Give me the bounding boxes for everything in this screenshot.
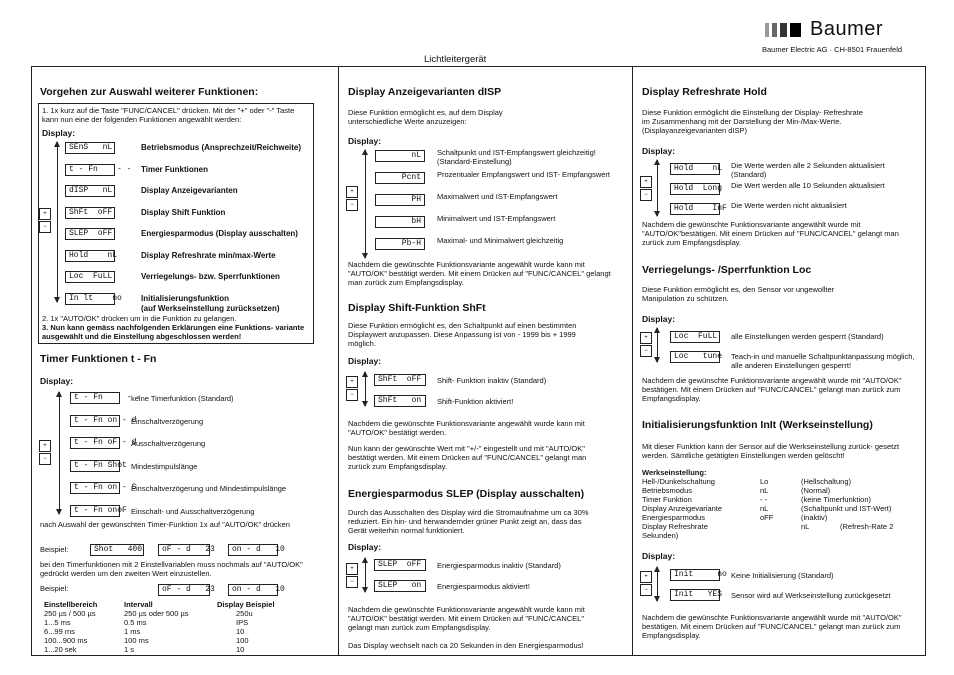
factory-cell: Display Refreshrate (642, 522, 708, 531)
selection-arrow (57, 142, 58, 302)
lcd-display: ShFt on (374, 395, 426, 407)
disp-minus-key-icon[interactable]: − (346, 199, 358, 211)
loc-heading: Verriegelungs- /Sperrfunktion Loc (642, 264, 812, 276)
example-lcd-ond: on - d 10 (228, 544, 278, 556)
init-display-label: Display: (642, 551, 676, 561)
brand-name: Baumer (810, 18, 884, 40)
table-header: Einstellbereich (44, 600, 98, 609)
shft-intro: Diese Funktion ermöglicht es, den Schaltpunkt auf einen bestimmten Displaywert anzupassen. Diese Anpassung ist von - 1999 bis + 1999 möglich. (348, 321, 577, 348)
factory-cell: oFF (760, 513, 774, 522)
lcd-display: nL (375, 150, 425, 162)
lcd-display: t - Fn on - S (70, 482, 120, 494)
loc-outro: Nachdem die gewünschte Funktionsvariante angewählt wurde mit "AUTO/OK" bestätigen. Mit einem Drücken auf "FUNC/CANCEL" gelangt man zurück zum Empfangsdisplay. (642, 376, 902, 403)
hold-heading: Display Refreshrate Hold (642, 86, 767, 98)
factory-cell: (Refresh-Rate 2 (840, 522, 894, 531)
factory-cell: Timer Funktion (642, 495, 692, 504)
example-lcd-shot: Shot 400 (90, 544, 144, 556)
factory-cell: (inaktiv) (801, 513, 828, 522)
slep-plus-key-icon[interactable]: + (346, 563, 358, 575)
option-description: Die Wert werden alle 10 Sekunden aktualisiert (731, 181, 885, 190)
shft-arrow (365, 372, 366, 406)
option-description: Schaltpunkt und IST-Empfangswert gleichzeitig! (Standard-Einstellung) (437, 148, 596, 166)
table-cell: 6...99 ms (44, 627, 75, 636)
factory-cell: Betriebsmodus (642, 486, 693, 495)
option-description: Maximalwert und IST-Empfangswert (437, 192, 558, 201)
table-cell: IPS (236, 618, 249, 627)
option-description: Display Shift Funktion (141, 207, 226, 217)
option-description: Ausschaltverzögerung (131, 439, 206, 448)
lcd-display: Loc FuLL (670, 331, 720, 343)
lcd-display: dISP nL (65, 185, 115, 197)
lcd-display: t - Fn onoF (70, 505, 120, 517)
lcd-display: Hold Long (670, 183, 720, 195)
loc-display-label: Display: (642, 314, 676, 324)
option-description: Einschaltverzögerung und Mindestimpulslänge (131, 484, 287, 493)
example-lcd-ofd: oF - d 23 (158, 544, 210, 556)
hold-outro: Nachdem die gewünschte Funktionsvariante angewählt wurde mit "AUTO/OK"bestätigen. Mit einem Drücken auf "FUNC/CANCEL" gelangt man zurück zum Empfangsdisplay. (642, 220, 899, 247)
lcd-display: t - Fn - - (70, 392, 120, 404)
lcd-display: Loc FuLL (65, 271, 115, 283)
option-description: Die Werte werden nicht aktualisiert (731, 201, 847, 210)
slep-minus-key-icon[interactable]: − (346, 576, 358, 588)
table-cell: 10 (236, 645, 245, 654)
factory-cell: Lo (760, 477, 769, 486)
init-minus-key-icon[interactable]: − (640, 584, 652, 596)
loc-intro: Diese Funktion ermöglicht es, den Sensor vor ungewollter Manipulation zu schützen. (642, 285, 835, 303)
lcd-display: t - Fn on - d (70, 415, 120, 427)
step-1: 1. 1x kurz auf die Taste "FUNC/CANCEL" drücken. Mit der "+" oder "-" Taste kann nun eine der folgenden Funktionen angewählt werden: (42, 106, 295, 124)
company-line: Baumer Electric AG · CH-8501 Frauenfeld (762, 45, 903, 54)
minus-key-icon[interactable]: − (39, 221, 51, 233)
disp-heading: Display Anzeigevarianten dISP (348, 86, 502, 98)
lcd-display: Init no (670, 569, 720, 581)
factory-cell: nL (760, 486, 769, 495)
table-cell: 250 µs oder 500 µs (124, 609, 189, 618)
table-cell: 100 (236, 636, 249, 645)
timer-after: nach Auswahl der gewünschten Timer-Funktion 1x auf "AUTO/OK" drücken (40, 520, 290, 529)
loc-minus-key-icon[interactable]: − (640, 345, 652, 357)
option-description: Shift-Funktion aktiviert! (437, 397, 514, 406)
factory-tail: Sekunden) (642, 531, 679, 540)
table-cell: 10 (236, 627, 245, 636)
loc-plus-key-icon[interactable]: + (640, 332, 652, 344)
timer-arrow (59, 392, 60, 514)
option-description: Sensor wird auf Werkseinstellung zurückgesetzt (731, 591, 891, 600)
shft-plus-key-icon[interactable]: + (346, 376, 358, 388)
timer-plus-key-icon[interactable]: + (39, 440, 51, 452)
factory-cell: (Hellschaltung) (801, 477, 852, 486)
lcd-display: t - Fn Shot (70, 460, 120, 472)
lcd-display: SLEP on (374, 580, 426, 592)
option-description: alle Einstellungen werden gesperrt (Standard) (731, 332, 884, 341)
disp-arrow (365, 150, 366, 258)
lcd-display: ShFt oFF (374, 374, 426, 386)
table-cell: 1...5 ms (44, 618, 71, 627)
timer-display-label: Display: (40, 376, 74, 386)
option-description: Die Werte werden alle 2 Sekunden aktualisiert (Standard) (731, 161, 885, 179)
shft-outro-1: Nachdem die gewünschte Funktionsvariante angewählt wurde kann mit "AUTO/OK" bestätigt werden. (348, 419, 585, 437)
shft-heading: Display Shift-Funktion ShFt (348, 302, 486, 314)
plus-key-icon[interactable]: + (39, 208, 51, 220)
table-header: Display Beispiel (217, 600, 275, 609)
lcd-display: SLEP oFF (65, 228, 115, 240)
factory-cell: Display Anzeigevariante (642, 504, 723, 513)
option-description: Keine Initialisierung (Standard) (731, 571, 834, 580)
option-description: Betriebsmodus (Ansprechzeit/Reichweite) (141, 143, 302, 152)
timer-heading: Timer Funktionen t - Fn (40, 353, 157, 365)
slep-outro: Nachdem die gewünschte Funktionsvariante angewählt wurde kann mit "AUTO/OK" bestätigt werden. Mit einem Drücken auf "FUNC/CANCEL" gelangt man zurück zum Empfangsdisplay. (348, 605, 585, 632)
init-outro: Nachdem die gewünschte Funktionsvariante angewählt wurde mit "AUTO/OK" bestätigen. Mit einem Drücken auf "FUNC/CANCEL" gelangt man zurück zum Empfangsdisplay. (642, 613, 902, 640)
option-description: Minimalwert und IST-Empfangswert (437, 214, 556, 223)
timer-minus-key-icon[interactable]: − (39, 453, 51, 465)
display-label: Display: (42, 128, 76, 138)
init-intro: Mit dieser Funktion kann der Sensor auf die Werkseinstellung zurück- gesetzt werden. Sämtliche getätigten Einstellungen werden gelöscht! (642, 442, 900, 460)
option-description: Shift- Funktion inaktiv (Standard) (437, 376, 547, 385)
lcd-display: Hold nL (65, 250, 115, 262)
hold-intro: Diese Funktion ermöglicht die Einstellung der Display- Refreshrate im Zusammenhang mit der Darstellung der Min-/Max-Werte. (Displayanzeigevarianten dISP) (642, 108, 863, 135)
factory-cell: Energiesparmodus (642, 513, 705, 522)
table-cell: 100 ms (124, 636, 149, 645)
option-description-2: (auf Werkseinstellung zurücksetzen) (141, 303, 280, 313)
disp-plus-key-icon[interactable]: + (346, 186, 358, 198)
lcd-display: Pb-H (375, 238, 425, 250)
option-description: Energiesparmodus aktiviert! (437, 582, 530, 591)
lcd-display: ShFt oFF (65, 207, 115, 219)
option-description: Maximal- und Minimalwert gleichzeitig (437, 236, 564, 245)
option-description: Einschaltverzögerung (131, 416, 204, 426)
column-divider-1 (338, 66, 339, 656)
slep-arrow (365, 558, 366, 592)
table-cell: 1 s (124, 645, 135, 654)
option-description: Verriegelungs- bzw. Sperrfunktionen (141, 272, 280, 281)
lcd-display: Pcnt (375, 172, 425, 184)
step-2: 2. 1x "AUTO/OK" drücken um in die Funktion zu gelangen. (42, 314, 237, 323)
lcd-display: Hold nL (670, 163, 720, 175)
example-label-2: Beispiel: (40, 584, 69, 593)
factory-cell: (Normal) (801, 486, 831, 495)
disp-outro: Nachdem die gewünschte Funktionsvariante angewählt wurde kann mit "AUTO/OK" bestätigt werden. Mit einem Drücken auf "FUNC/CANCEL" gelangt man zurück zum Empfangsdisplay. (348, 260, 611, 287)
table-cell: 250 µs / 500 µs (44, 609, 96, 618)
lcd-display: t - Fn oF - d (70, 437, 120, 449)
table-cell: 100...900 ms (44, 636, 88, 645)
hold-plus-key-icon[interactable]: + (640, 176, 652, 188)
table-cell: 1 ms (124, 627, 141, 636)
lcd-display: t - Fn - - (65, 164, 115, 176)
hold-arrow (657, 160, 658, 216)
doc-title: Lichtleitergerät (424, 54, 487, 65)
factory-cell: nL (801, 522, 810, 531)
option-description: keine Timerfunktion (Standard) (131, 394, 234, 403)
hold-display-label: Display: (642, 146, 676, 156)
baumer-logo (765, 21, 805, 39)
shft-minus-key-icon[interactable]: − (346, 389, 358, 401)
col1-heading: Vorgehen zur Auswahl weiterer Funktionen: (40, 86, 259, 98)
shft-display-label: Display: (348, 356, 382, 366)
example2-lcd-ond: on - d 10 (228, 584, 278, 596)
loc-arrow (657, 328, 658, 362)
factory-cell: - - (760, 495, 768, 504)
disp-display-label: Display: (348, 136, 382, 146)
factory-label: Werkseinstellung: (642, 468, 707, 477)
table-header: Intervall (124, 600, 153, 609)
example-label-1: Beispiel: (40, 545, 69, 554)
factory-cell: Hell-/Dunkelschaltung (642, 477, 715, 486)
timer-note: bei den Timerfunktionen mit 2 Einstellvariablen muss nochmals auf "AUTO/OK" gedrückt werden um den zweiten Wert einzustellen. (40, 560, 303, 578)
slep-display-label: Display: (348, 542, 382, 552)
slep-footer: Das Display wechselt nach ca 20 Sekunden in den Energiesparmodus! (348, 641, 584, 650)
init-plus-key-icon[interactable]: + (640, 571, 652, 583)
init-heading: Initialisierungsfunktion InIt (Werkseinstellung) (642, 419, 873, 431)
option-description: Prozentualer Empfangswert und IST- Empfangswert (437, 170, 610, 179)
option-description: Display Refreshrate min/max-Werte (141, 250, 276, 260)
option-description: Einschalt- und Ausschaltverzögerung (131, 506, 255, 516)
lcd-display: bH (375, 216, 425, 228)
lcd-display: Loc tune (670, 351, 720, 363)
lcd-display: Hold InF (670, 203, 720, 215)
slep-intro: Durch das Ausschalten des Display wird die Stromaufnahme um ca 30% reduziert. Ein hin- und herwandernder grüner Punkt zeigt an, dass das Gerät weiterhin normal funktioniert. (348, 508, 589, 535)
hold-minus-key-icon[interactable]: − (640, 189, 652, 201)
option-description: Energiesparmodus (Display ausschalten) (141, 229, 298, 238)
slep-heading: Energiesparmodus SLEP (Display ausschalten) (348, 488, 585, 500)
factory-cell: nL (760, 504, 769, 513)
lcd-display: In lt no (65, 293, 115, 305)
option-description: Energiesparmodus inaktiv (Standard) (437, 561, 561, 570)
option-description: Timer Funktionen (141, 164, 208, 174)
table-cell: 1...20 sek (44, 645, 77, 654)
step-3: 3. Nun kann gemäss nachfolgenden Erklärungen eine Funktions- variante ausgewählt und die Einstellung abgeschlossen werden! (42, 323, 305, 341)
option-description: Mindestimpulslänge (131, 461, 198, 471)
disp-intro: Diese Funktion ermöglicht es, auf dem Display unterschiedliche Werte anzuzeigen: (348, 108, 503, 126)
baumer-logo-bars-icon (765, 21, 805, 39)
option-description: Display Anzeigevarianten (141, 186, 238, 195)
option-description: Initialisierungsfunktion (141, 293, 230, 303)
lcd-display: SEnS nL (65, 142, 115, 154)
lcd-display: PH (375, 194, 425, 206)
table-cell: 0.5 ms (124, 618, 147, 627)
init-arrow (657, 567, 658, 601)
factory-cell: (Schaltpunkt und IST-Wert) (801, 504, 892, 513)
lcd-display: Init YES (670, 589, 720, 601)
shft-outro-2: Nun kann der gewünschte Wert mit "+/-" eingestellt und mit "AUTO/OK" bestätigt werden. Mit einem Drücken auf "FUNC/CANCEL" gelangt man zurück zum Empfangsdisplay. (348, 444, 587, 471)
table-cell: 250u (236, 609, 253, 618)
factory-cell: (keine Timerfunktion) (801, 495, 872, 504)
option-description: Teach-in und manuelle Schaltpunktanpassung möglich, alle anderen Einstellungen gesperrt! (731, 352, 915, 370)
example2-lcd-ofd: oF - d 23 (158, 584, 210, 596)
column-divider-2 (632, 66, 633, 656)
lcd-display: SLEP oFF (374, 559, 426, 571)
